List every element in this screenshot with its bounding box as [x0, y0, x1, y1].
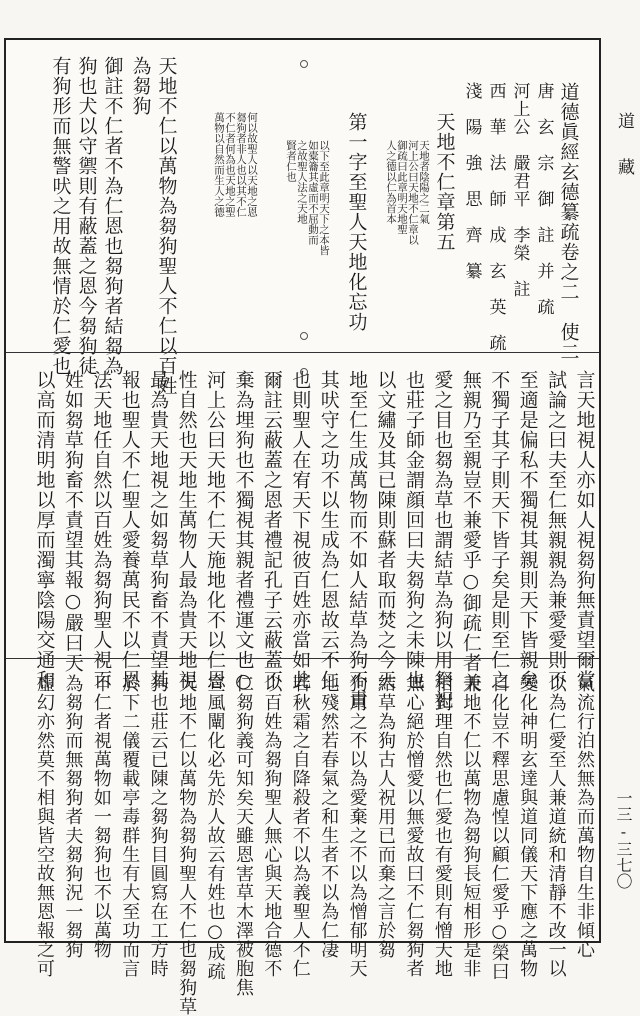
- text-column: 仁芻狗義可知矣天雖恩害草木澤被胞焦: [232, 674, 254, 997]
- text-column: 愛之目也芻為草也謂結草為狗以用祭祀: [431, 370, 454, 710]
- annotation-column: 芻狗者非人也以其不仁: [235, 112, 247, 217]
- text-column: 報也聖人不仁聖人愛養萬民不以仁恩: [118, 370, 141, 690]
- text-column: 也則聖人在宥天下視彼百姓亦當如此: [289, 370, 312, 690]
- text-column: 宣風闡化必先於人故云有姓也○成疏: [204, 674, 226, 981]
- text-column: 棄為埋狗也不獨視其親者禮運文也○: [232, 370, 255, 693]
- text-column: 結草為狗古人祝用已而棄之言於芻: [375, 674, 397, 959]
- text-column: 為芻狗而無芻狗者夫芻狗況一芻狗: [62, 674, 84, 959]
- text-column: 以高而清明地以厚而濁寧陰陽交通和: [33, 370, 56, 690]
- page-frame: [4, 38, 601, 1016]
- text-column: 無心絕於憎愛以無愛故曰不仁芻狗者: [403, 674, 425, 978]
- annotation-column: 以下至此章明天下之本皆: [318, 140, 330, 256]
- text-column: 第一字至聖人天地化忘功: [345, 112, 368, 332]
- annotation-column: 如橐籥其虛而不屈動而: [307, 140, 319, 245]
- text-column: 變化神明玄達與道同儀天下應之萬物: [517, 674, 539, 978]
- text-column: 於下二儀覆載亭毒群生有大至功而言: [119, 674, 141, 978]
- text-column: 天地不仁章第五: [433, 112, 456, 252]
- text-column: 河上公 嚴君平 李榮 註: [509, 82, 530, 298]
- text-column: 河上公曰天地不仁天施地化不以仁恩: [204, 370, 227, 690]
- annotation-column: 天地者陰陽之二氣: [418, 140, 430, 224]
- annotation-column: 人之德以仁為首本: [385, 140, 397, 224]
- text-column: 試論之曰夫至仁無親親為兼愛愛則不: [545, 370, 568, 690]
- text-column: 以百姓為芻狗聖人無心與天地合德不: [261, 674, 283, 978]
- annotation-column: 賢者仁也: [285, 140, 297, 182]
- text-column: 法天地任自然以百姓為芻狗聖人視百: [90, 370, 113, 690]
- text-column: 淺 陽 強 思 齊 纂: [461, 82, 482, 280]
- page-number: 一三-三七〇: [614, 790, 633, 889]
- section-marker-circle: [300, 332, 308, 340]
- section-marker-circle: [300, 60, 308, 68]
- text-column: 天地不仁以萬物為芻狗長短相形是非: [460, 674, 482, 978]
- text-column: 相對理自然也仁愛也有愛則有憎天地: [431, 674, 453, 978]
- text-column: 爾註云蔽蓋之恩者禮記孔子云蔽蓋不: [260, 370, 283, 690]
- section-marker-circle: [300, 673, 308, 681]
- text-column: 地至仁生成萬物而不如人結草為狗不責: [346, 370, 369, 710]
- text-column: 最為貴天地視之如芻草狗畜不責望其: [147, 370, 170, 690]
- text-column: 唐 玄 宗 御 註 并 疏: [533, 82, 554, 316]
- text-column: 自化豈不釋思慮惶以顧仁愛乎○榮曰: [488, 674, 510, 981]
- text-column: 御註不仁者不為仁恩也芻狗者結芻為: [101, 56, 124, 376]
- text-column: 天地不仁以萬物為芻狗聖人不仁也芻狗草: [176, 674, 198, 1016]
- text-column: 狗也莊云已陳之芻狗目圓寫在工方時: [147, 674, 169, 978]
- annotation-column: 萬物以自然而生人之德: [213, 112, 225, 217]
- text-column: 也莊子師金謂顔回曰夫芻狗之未陳也: [402, 370, 425, 690]
- text-column: 不仁者視萬物如一芻狗也不以萬物: [90, 674, 112, 959]
- text-column: 其吠守之功不以生成為仁恩故云不仁: [317, 370, 340, 690]
- annotation-column: 不仁者何為也天地之聖: [224, 112, 236, 217]
- text-column: 姓如芻草狗畜不責望其報○嚴曰天: [61, 370, 84, 673]
- annotation-column: 河上公曰天地不仁章以: [407, 140, 419, 245]
- text-column: 言天地視人亦如人視芻狗無責望爾當: [573, 370, 596, 690]
- text-column: 無親乃至親豈不兼愛乎○御疏仁者兼: [459, 370, 482, 693]
- text-column: 不獨子其子則天下皆子矣是則至仁之: [488, 370, 511, 690]
- text-column: 天地不仁以萬物為芻狗聖人不仁以百姓: [155, 56, 178, 396]
- text-column: 有狗形而無警吠之用故無情於仁愛也: [49, 56, 72, 376]
- text-column: 以為仁愛至人兼道統和清靜不改一以: [545, 674, 567, 978]
- section-middle: [6, 354, 599, 710]
- divider-line-2: [6, 658, 599, 659]
- text-column: 狗用之不以為愛棄之不以為憎郁明天: [346, 674, 368, 978]
- margin-title: 道 藏: [614, 112, 634, 181]
- text-column: 若秋霜之自降殺者不以為義聖人不仁: [289, 674, 311, 978]
- annotation-column: 何以故聖人以天地之恩: [246, 112, 258, 217]
- text-column: 虛幻亦然莫不相與皆空故無恩報之可: [34, 674, 55, 978]
- section-marker-circle: [300, 368, 308, 376]
- annotation-column: 御疏曰此章明天地聖: [396, 140, 408, 235]
- text-column: 道德眞經玄德纂疏卷之二 使二: [557, 82, 580, 362]
- section-top: [6, 40, 599, 396]
- text-column: 狗也犬以守禦則有蔽蓋之恩今芻狗徒: [75, 56, 98, 376]
- text-column: 氣流行泊然無為而萬物自生非傾心: [574, 674, 595, 959]
- annotation-column: 之故聖人法之天地: [296, 140, 308, 224]
- text-column: 為芻狗: [129, 56, 152, 116]
- text-column: 地殘然若春氣之和生者不以為仁凄: [318, 674, 340, 959]
- text-column: 至適是偏私不獨視其親則天下皆親矣: [516, 370, 539, 690]
- text-column: 西 華 法 師 成 玄 英 疏: [485, 82, 506, 352]
- divider-line-1: [6, 352, 599, 353]
- text-column: 以文繡及其已陳則蘇者取而焚之今天: [374, 370, 397, 690]
- text-column: 性自然也天地生萬物人最為貴天地視: [175, 370, 198, 690]
- section-bottom: [6, 660, 599, 1016]
